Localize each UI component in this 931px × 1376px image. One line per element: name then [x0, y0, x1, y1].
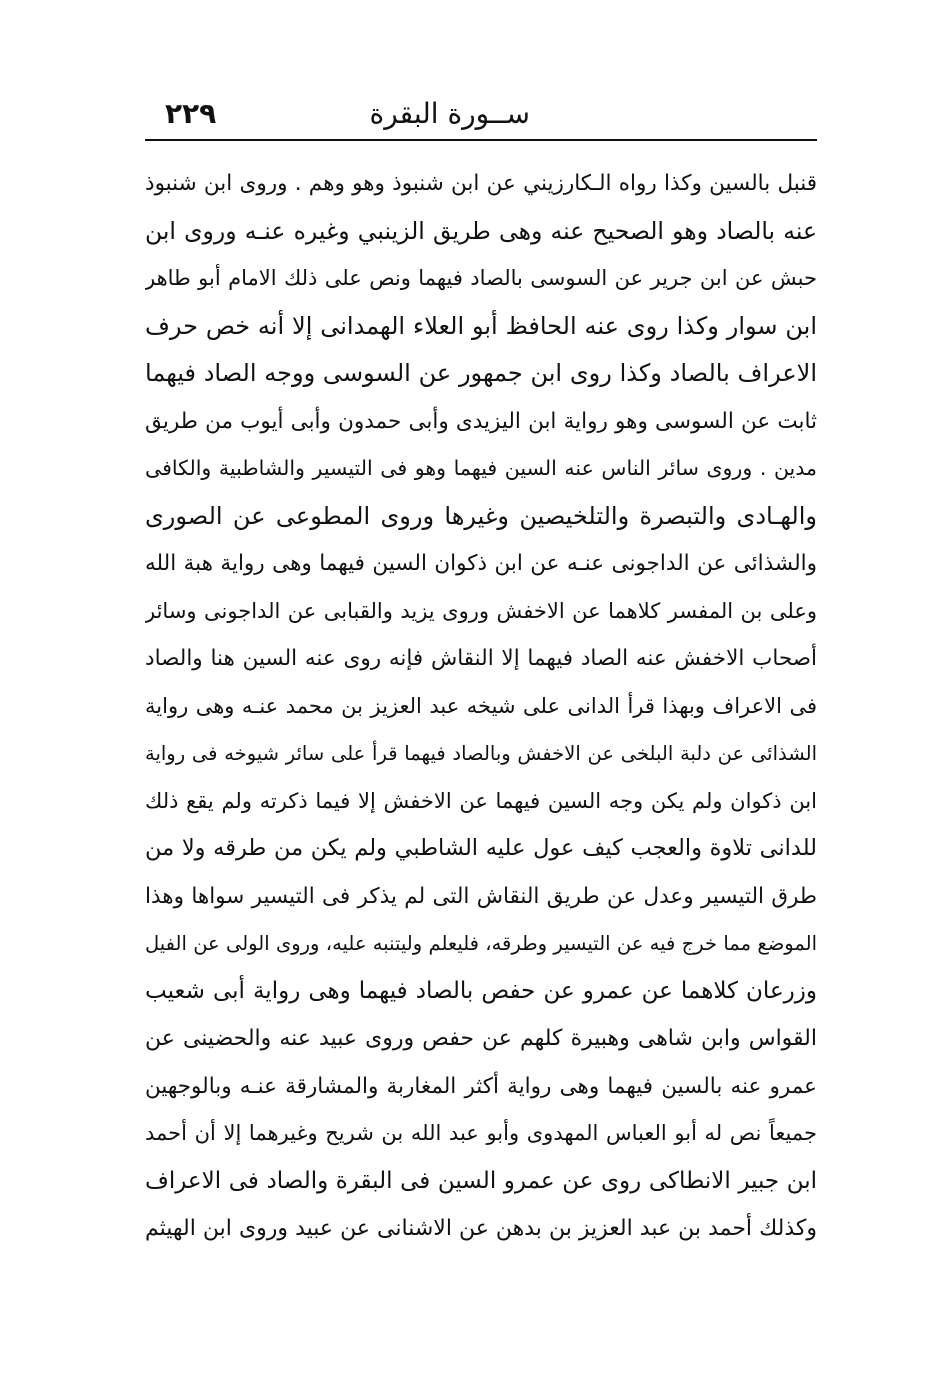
- text-line: ابن جبير الانطاكى روى عن عمرو السين فى البقرة والصاد فى الاعراف: [145, 1167, 817, 1194]
- body-text: [145, 160, 817, 1253]
- header-rule: [145, 139, 817, 141]
- text-line: عنه بالصاد وهو الصحيح عنه وهى طريق الزينبي وغيره عنـه وروى ابن: [145, 216, 817, 245]
- page-header: [145, 92, 815, 140]
- text-line: الاعراف بالصاد وكذا روى ابن جمهور عن السوسى ووجه الصاد فيهما: [145, 359, 817, 387]
- text-line: ابن سوار وكذا روى عنه الحافظ أبو العلاء الهمدانى إلا أنه خص حرف: [145, 311, 817, 340]
- text-line: عمرو عنه بالسين فيهما وهى رواية أكثر المغاربة والمشارقة عنـه وبالوجهين: [145, 1073, 817, 1099]
- text-line: للدانى تلاوة والعجب كيف عول عليه الشاطبي ولم يكن من طرقه ولا من: [145, 835, 817, 861]
- running-title: ســورة البقرة: [369, 97, 530, 130]
- text-line: ابن ذكوان ولم يكن وجه السين فيهما عن الاخفش إلا فيما ذكرته ولم يقع ذلك: [145, 788, 817, 813]
- text-line: أصحاب الاخفش عنه الصاد فيهما إلا النقاش فإنه روى عنه السين هنا والصاد: [145, 646, 817, 671]
- text-line: طرق التيسير وعدل عن طريق النقاش التى لم يذكر فى التيسير سواها وهذا: [145, 883, 817, 909]
- text-line: جميعاً نص له أبو العباس المهدوى وأبو عبد الله بن شريح وغيرهما إلا أن أحمد: [145, 1121, 817, 1145]
- text-line: وزرعان كلاهما عن عمرو عن حفص بالصاد فيهما وهى رواية أبى شعيب: [145, 977, 817, 1004]
- text-line: والهـادى والتبصرة والتلخيصين وغيرها وروى المطوعى عن الصورى: [145, 501, 817, 530]
- page-number: ٢٢٩: [165, 97, 217, 130]
- text-line: مدين . وروى سائر الناس عنه السين فيهما وهو فى التيسير والشاطبية والكافى: [145, 456, 817, 480]
- text-line: القواس وابن شاهى وهبيرة كلهم عن حفص وروى عبيد عنه والحضينى عن: [145, 1026, 817, 1051]
- text-line: وعلى بن المفسر كلاهما عن الاخفش وروى يزيد والقبابى عن الداجونى وسائر: [145, 598, 817, 623]
- text-line: فى الاعراف وبهذا قرأ الدانى على شيخه عبد العزيز بن محمد عنـه وهى رواية: [145, 693, 817, 718]
- text-line: حبش عن ابن جرير عن السوسى بالصاد فيهما ونص على ذلك الامام أبو طاهر: [145, 266, 817, 290]
- text-line: والشذائى عن الداجونى عنـه عن ابن ذكوان السين فيهما وهى رواية هبة الله: [145, 551, 817, 576]
- text-line: وكذلك أحمد بن عبد العزيز بن بدهن عن الاشنانى عن عبيد وروى ابن الهيثم: [145, 1216, 817, 1241]
- text-line: الموضع مما خرج فيه عن التيسير وطرقه، فليعلم وليتنبه عليه، وروى الولى عن الفيل: [145, 932, 817, 955]
- text-line: ثابت عن السوسى وهو رواية ابن اليزيدى وأبى حمدون وأبى أيوب من طريق: [145, 408, 817, 434]
- text-line: الشذائى عن دلبة البلخى عن الاخفش وبالصاد فيهما قرأ على سائر شيوخه فى رواية: [145, 742, 817, 765]
- text-line: قنبل بالسين وكذا رواه الـكارزيني عن ابن شنبوذ وهو وهم . وروى ابن شنبوذ: [145, 171, 817, 196]
